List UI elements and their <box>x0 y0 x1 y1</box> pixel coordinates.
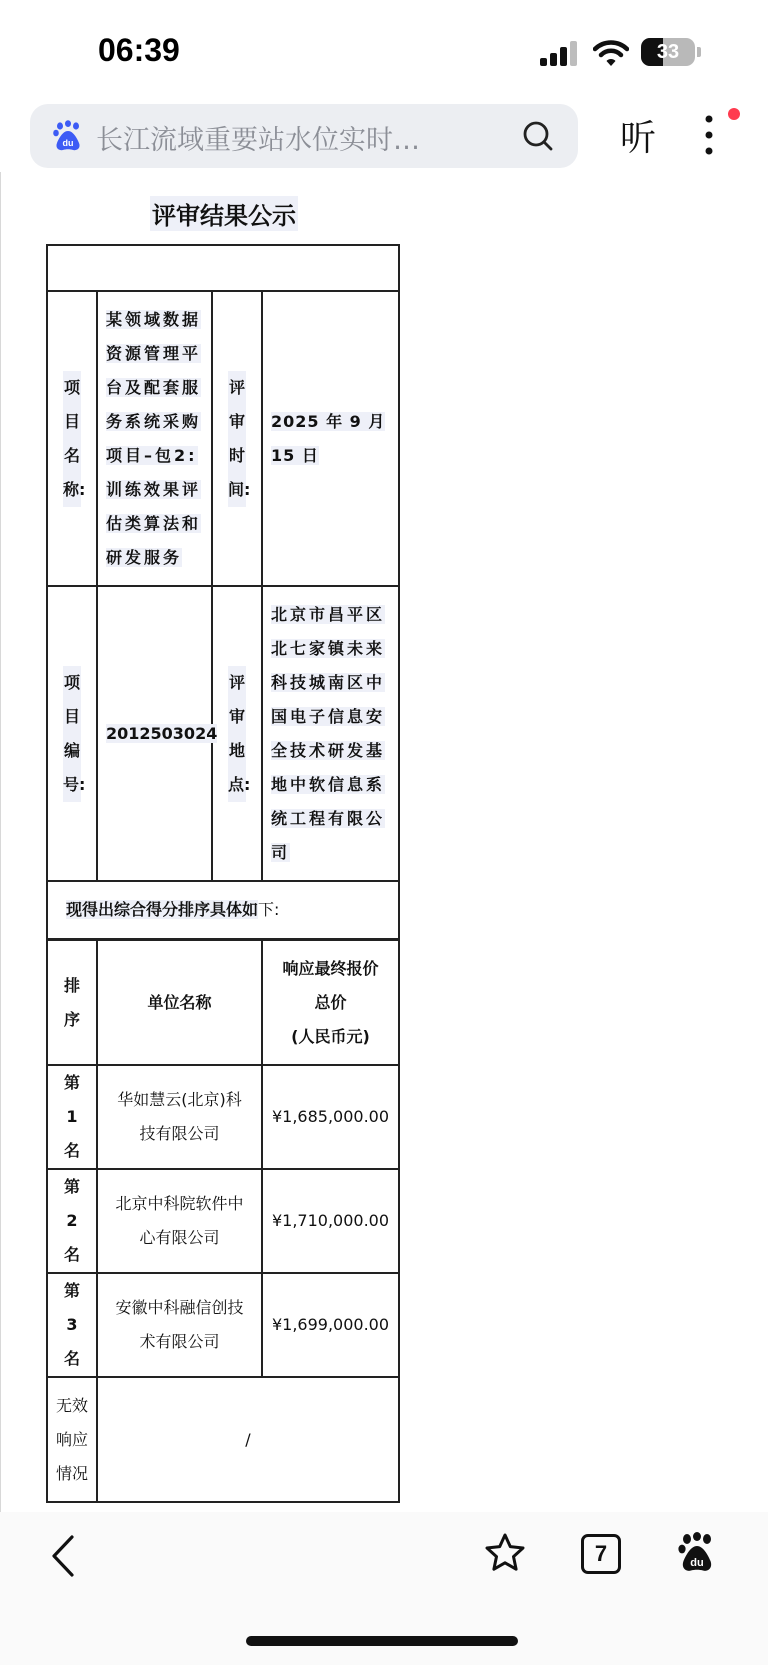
table-header-row <box>47 245 399 291</box>
star-favorite-icon[interactable] <box>484 1532 526 1574</box>
status-bar <box>0 0 768 100</box>
rank-header: 排序 <box>63 975 80 1029</box>
review-time-label: 评审时间: <box>228 371 246 507</box>
price-header-line1: 响应最终报价 <box>282 958 379 978</box>
review-place: 北京市昌平区北七家镇未来科技城南区中国电子信息安全技术研发基地中软信息系统工程有限公司 <box>271 604 386 862</box>
table-row <box>47 291 399 586</box>
project-no-label: 项目编号: <box>63 666 81 802</box>
search-icon[interactable] <box>522 120 554 152</box>
rank-cell: 第3名 <box>63 1281 80 1368</box>
table-row <box>47 1169 399 1273</box>
project-name: 某领域数据资源管理平台及配套服务系统采购项目–包2:训练效果评估类算法和研发服务 <box>106 309 202 567</box>
company-cell: 北京中科院软件中心有限公司 <box>97 1169 262 1273</box>
price-cell: ¥1,710,000.00 <box>262 1169 399 1273</box>
review-time: 2025 年 9 月 15 日 <box>271 411 386 465</box>
svg-text:du: du <box>62 138 74 148</box>
review-place-label: 评审地点: <box>228 666 246 802</box>
tabs-button[interactable] <box>581 1534 621 1574</box>
company-cell: 安徽中科融信创技术有限公司 <box>97 1273 262 1377</box>
baidu-logo-icon <box>52 120 84 152</box>
battery-icon <box>641 38 695 66</box>
ranking-header-row <box>47 940 399 1065</box>
home-indicator[interactable] <box>246 1636 518 1646</box>
table-row <box>47 881 399 939</box>
battery-tip <box>697 47 701 57</box>
listen-button[interactable]: 听 <box>620 118 657 159</box>
tabs-count: 7 <box>594 1541 608 1566</box>
page-title: 评审结果公示 <box>150 196 298 231</box>
table-row <box>47 1377 399 1502</box>
ranking-table <box>46 939 400 1503</box>
company-header: 单位名称 <box>97 940 262 1065</box>
notification-dot <box>728 108 740 120</box>
baidu-paw-icon[interactable] <box>677 1532 717 1574</box>
price-cell: ¥1,699,000.00 <box>262 1273 399 1377</box>
cellular-signal-icon <box>540 40 580 66</box>
rank-cell: 第2名 <box>63 1177 80 1264</box>
search-input[interactable]: 长江流域重要站水位实时… <box>96 125 420 156</box>
project-no: 2012503024 <box>106 723 218 743</box>
invalid-label: 无效响应情况 <box>55 1395 88 1483</box>
battery-level: 33 <box>656 41 680 63</box>
table-row <box>47 1065 399 1169</box>
invalid-value: / <box>97 1377 399 1502</box>
wifi-icon <box>593 38 629 68</box>
rank-cell: 第1名 <box>63 1073 80 1160</box>
company-cell: 华如慧云(北京)科技有限公司 <box>97 1065 262 1169</box>
ranking-intro-rest: 下: <box>258 900 280 919</box>
price-header-line3: (人民币元) <box>291 1026 370 1046</box>
more-vertical-icon[interactable] <box>702 114 716 156</box>
price-cell: ¥1,685,000.00 <box>262 1065 399 1169</box>
price-header-line2: 总价 <box>314 992 347 1012</box>
svg-text:du: du <box>690 1557 704 1569</box>
back-icon[interactable] <box>48 1534 78 1578</box>
review-info-table <box>46 244 400 940</box>
table-row <box>47 586 399 881</box>
ranking-intro: 现得出综合得分排序具体如 <box>66 900 259 919</box>
table-row <box>47 1273 399 1377</box>
status-time: 06:39 <box>98 32 180 68</box>
project-name-label: 项目名称: <box>63 371 81 507</box>
search-bar[interactable] <box>30 104 578 168</box>
